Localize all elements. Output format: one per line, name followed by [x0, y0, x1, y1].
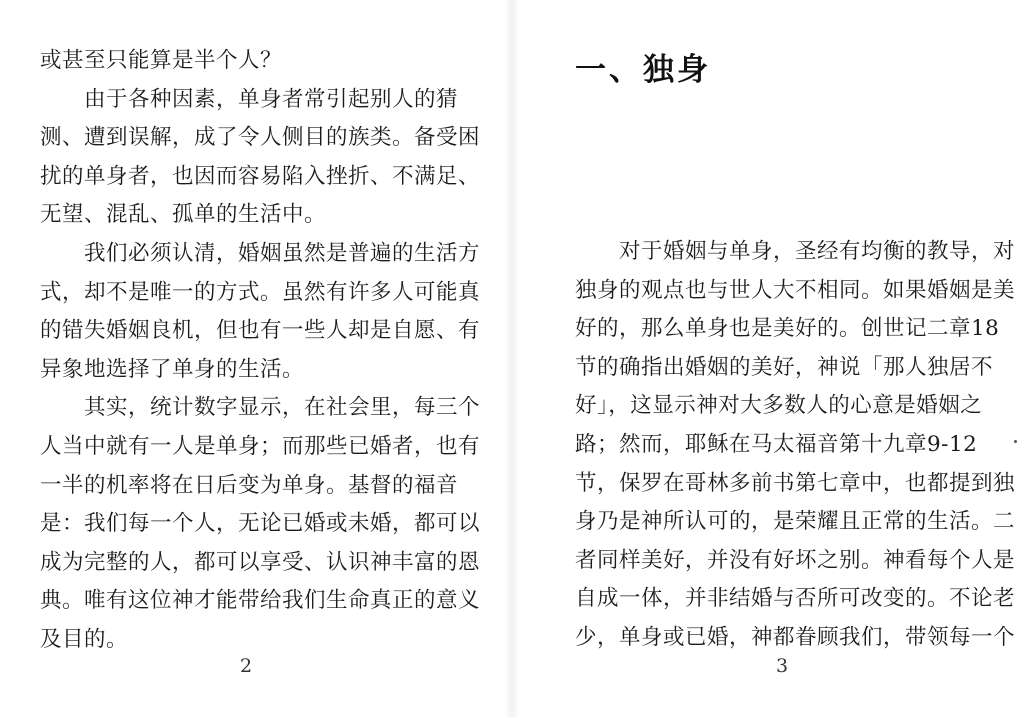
text-line: 节，保罗在哥林多前书第七章中，也都提到独: [575, 470, 1016, 496]
text-line: 身乃是神所认可的，是荣耀且正常的生活。二: [575, 509, 1016, 535]
text-line: 好」，这显示神对大多数人的心意是婚姻之: [575, 393, 983, 419]
text-line: 异象地选择了单身的生活。: [40, 356, 305, 382]
right-page-body: [575, 233, 1016, 658]
text-line: 成为完整的人，都可以享受、认识神丰富的恩: [40, 549, 481, 575]
text-line: 对于婚姻与单身，圣经有均衡的教导，对: [575, 239, 1016, 264]
text-line: 扰的单身者，也因而容易陷入挫折、不满足、: [40, 163, 481, 189]
left-page-body: [40, 42, 481, 660]
text-line: 人当中就有一人是单身；而那些已婚者，也有: [40, 433, 481, 459]
text-line: 好的，那么单身也是美好的。创世记二章18: [575, 316, 1000, 342]
text-line: 节的确指出婚姻的美好，神说「那人独居不: [575, 354, 994, 380]
text-line: 无望、混乱、孤单的生活中。: [40, 202, 327, 228]
text-line: 典。唯有这位神才能带给我们生命真正的意义: [40, 588, 481, 614]
text-line: 或甚至只能算是半个人？: [40, 48, 283, 73]
text-line: 其实，统计数字显示，在社会里，每三个: [40, 395, 481, 421]
section-heading: 一、独身: [575, 52, 711, 88]
page-number: 2: [240, 655, 253, 677]
text-line: 少，单身或已婚，神都眷顾我们，带领每一个: [575, 624, 1016, 650]
text-line: 独身的观点也与世人大不相同。如果婚姻是美: [575, 277, 1016, 303]
text-line: 的错失婚姻良机，但也有一些人却是自愿、有: [40, 318, 481, 344]
left-page: [0, 0, 510, 717]
text-line: 及目的。: [40, 626, 129, 652]
text-line: 由于各种因素，单身者常引起别人的猜: [40, 86, 459, 112]
text-line: 式，却不是唯一的方式。虽然有许多人可能真: [40, 279, 481, 305]
page-number: 3: [776, 655, 789, 677]
text-line: 我们必须认清，婚姻虽然是普遍的生活方: [40, 240, 481, 266]
scan-speck: [1014, 440, 1017, 443]
text-line: 路；然而，耶稣在马太福音第十九章9-12: [575, 431, 978, 457]
right-page: [514, 0, 1024, 717]
text-line: 者同样美好，并没有好坏之别。神看每个人是: [575, 547, 1016, 573]
text-line: 是：我们每一个人，无论已婚或未婚，都可以: [40, 511, 481, 537]
text-line: 一半的机率将在日后变为单身。基督的福音: [40, 472, 459, 498]
text-line: 测、遭到误解，成了令人侧目的族类。备受困: [40, 125, 481, 151]
text-line: 自成一体，并非结婚与否所可改变的。不论老: [575, 586, 1016, 612]
